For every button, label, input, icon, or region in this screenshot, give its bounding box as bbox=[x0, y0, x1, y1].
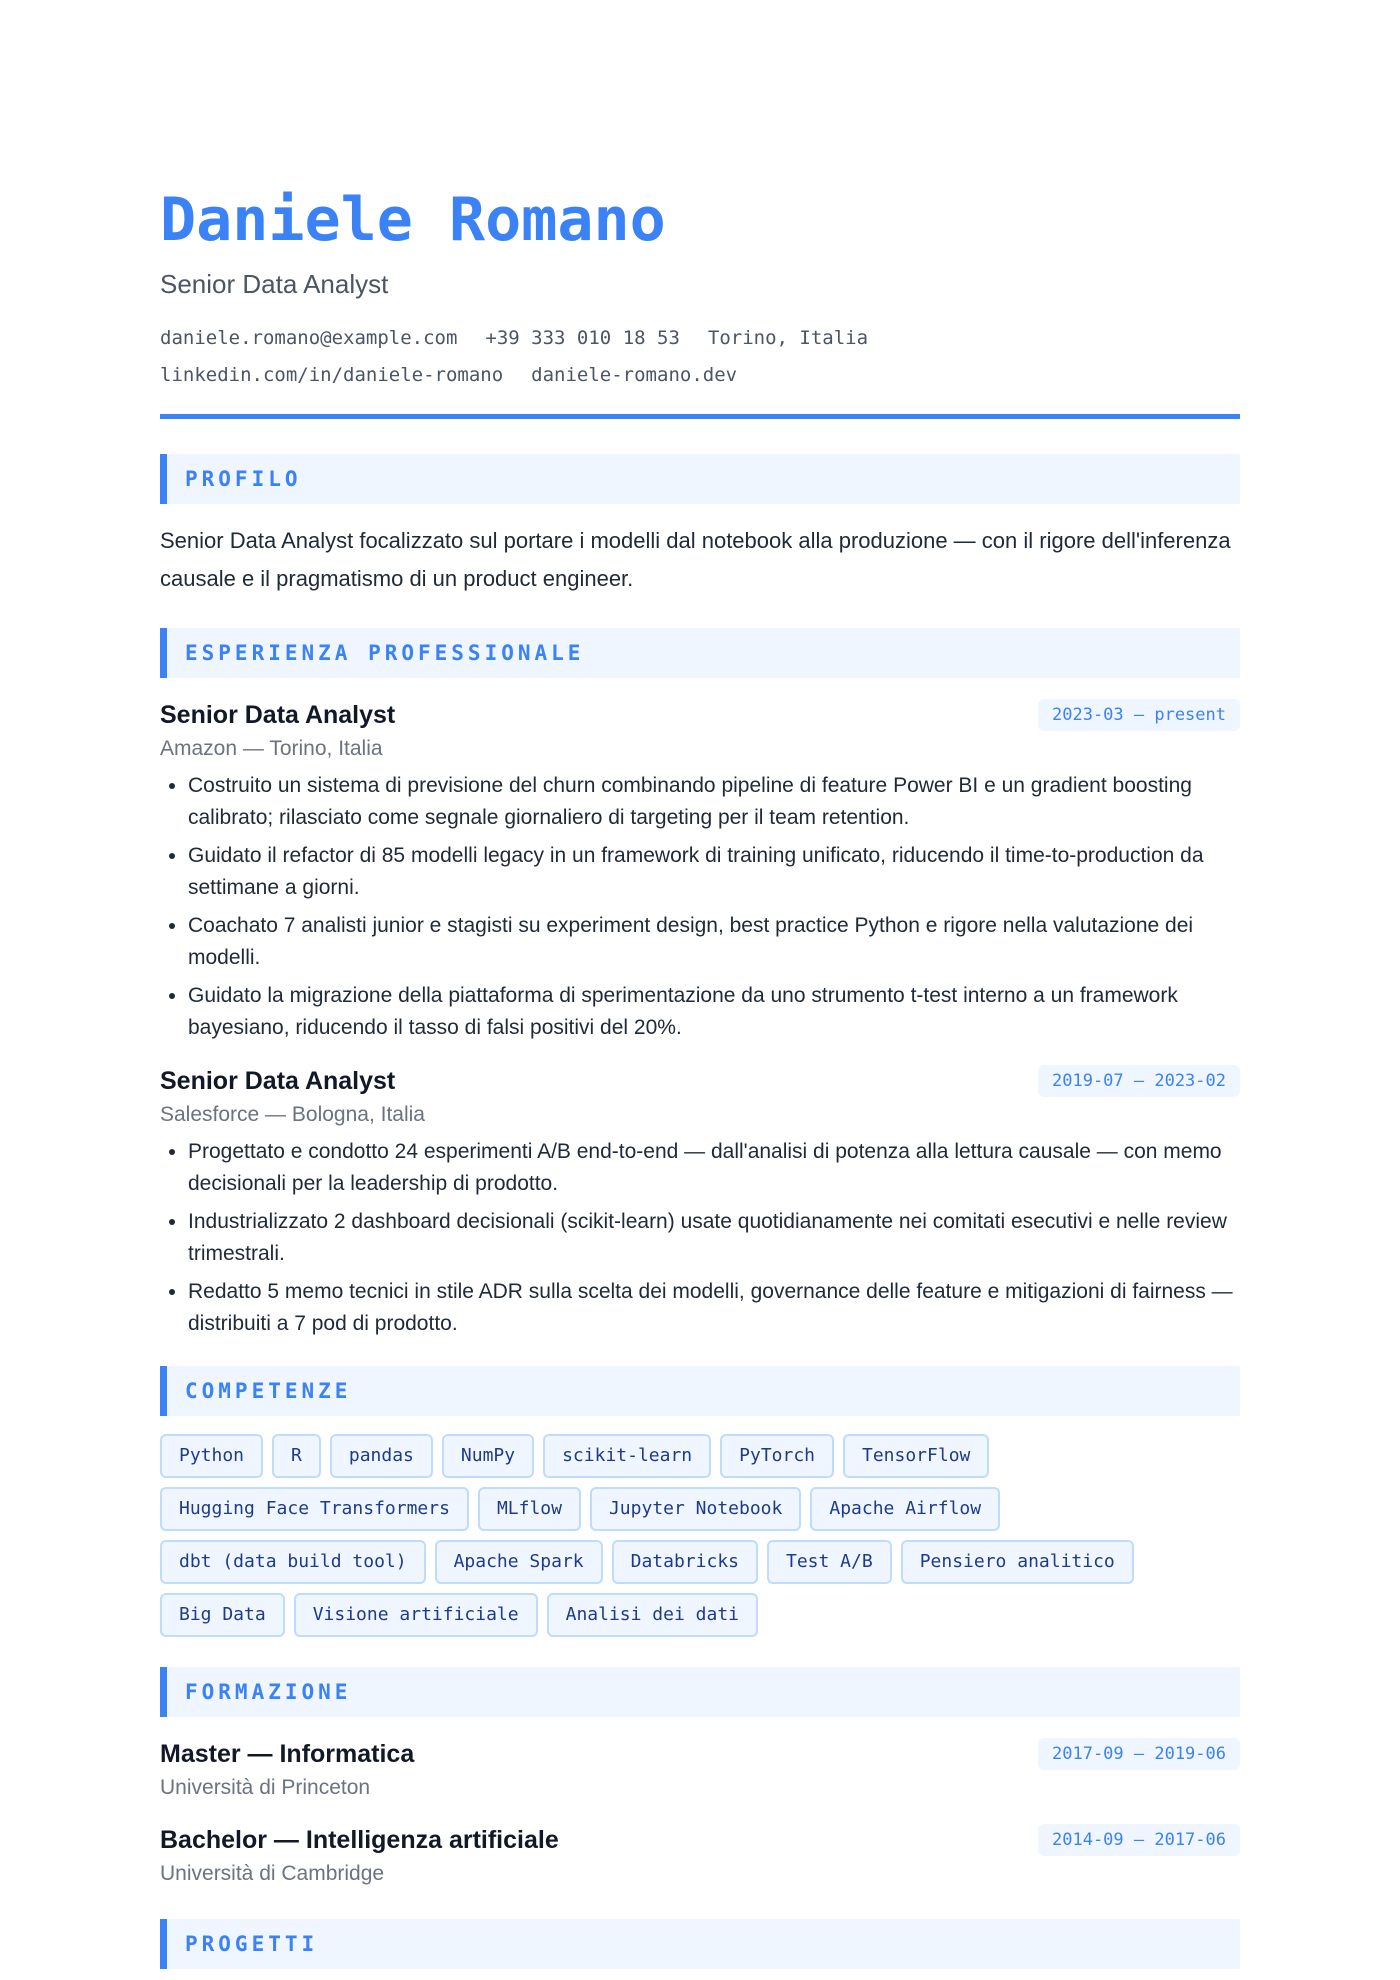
skill-tag: Pensiero analitico bbox=[901, 1540, 1134, 1584]
bullet-item: • Industrializzato 2 dashboard decisionali (scikit-learn) usate quotidianamente nei comitati esecutivi e nelle review trimestrali. bbox=[188, 1206, 1240, 1270]
job-company: Amazon — Torino, Italia bbox=[160, 737, 383, 760]
section-heading-profile: PROFILO bbox=[160, 454, 1240, 504]
profile-summary: Senior Data Analyst focalizzato sul portare i modelli dal notebook alla produzione — con il rigore dell'inferenza causale e il pragmatismo di un product engineer. bbox=[160, 528, 1231, 591]
experience-entry bbox=[160, 698, 1240, 1044]
job-title: Senior Data Analyst bbox=[160, 701, 396, 729]
bullet-item: • Costruito un sistema di previsione del churn combinando pipeline di feature Power BI e un gradient boosting calibrato; rilasciato come segnale giornaliero di targeting per il team retention. bbox=[188, 770, 1240, 834]
bullet-item: • Guidato il refactor di 85 modelli legacy in un framework di training unificato, riducendo il time-to-production da settimane a giorni. bbox=[188, 840, 1240, 904]
job-company: Salesforce — Bologna, Italia bbox=[160, 1103, 425, 1126]
skill-tag: Visione artificiale bbox=[294, 1593, 538, 1637]
contact-email[interactable]: daniele.romano@example.com bbox=[160, 327, 458, 349]
resume-content bbox=[160, 184, 1240, 1969]
skill-tag: Python bbox=[160, 1434, 263, 1478]
skill-tag: Test A/B bbox=[767, 1540, 892, 1584]
skill-tag: TensorFlow bbox=[843, 1434, 989, 1478]
contact-block bbox=[160, 320, 1240, 394]
job-title: Senior Data Analyst bbox=[160, 1067, 396, 1095]
contact-linkedin[interactable]: linkedin.com/in/daniele-romano bbox=[160, 364, 504, 386]
section-heading-skills: COMPETENZE bbox=[160, 1366, 1240, 1416]
contact-location: Torino, Italia bbox=[707, 327, 869, 349]
contact-phone[interactable]: +39 333 010 18 53 bbox=[485, 327, 680, 349]
header-divider bbox=[160, 414, 1240, 419]
skill-tag: pandas bbox=[330, 1434, 433, 1478]
skill-tag: Hugging Face Transformers bbox=[160, 1487, 469, 1531]
education-degree: Master — Informatica bbox=[160, 1740, 415, 1768]
education-entry bbox=[160, 1823, 1240, 1889]
skill-tag: R bbox=[272, 1434, 321, 1478]
education-school: Università di Cambridge bbox=[160, 1862, 385, 1885]
education-header bbox=[160, 1737, 1240, 1771]
section-heading-education: FORMAZIONE bbox=[160, 1667, 1240, 1717]
job-header bbox=[160, 1064, 1240, 1098]
skill-tag: Apache Airflow bbox=[810, 1487, 1000, 1531]
contact-website[interactable]: daniele-romano.dev bbox=[531, 364, 738, 386]
job-bullets bbox=[160, 770, 1240, 1044]
education-entry bbox=[160, 1737, 1240, 1803]
section-heading-projects: PROGETTI bbox=[160, 1919, 1240, 1969]
experience-entry bbox=[160, 1064, 1240, 1340]
date-badge: 2014-09 – 2017-06 bbox=[1038, 1824, 1240, 1856]
skill-tag: MLflow bbox=[478, 1487, 581, 1531]
skill-tag: scikit-learn bbox=[543, 1434, 711, 1478]
skill-tag: PyTorch bbox=[720, 1434, 834, 1478]
date-badge: 2019-07 – 2023-02 bbox=[1038, 1065, 1240, 1097]
contact-row-1 bbox=[160, 320, 1240, 357]
skill-tag: Analisi dei dati bbox=[547, 1593, 758, 1637]
bullet-item: • Guidato la migrazione della piattaforma di sperimentazione da uno strumento t-test interno a un framework bayesiano, riducendo il tasso di falsi positivi del 20%. bbox=[188, 980, 1240, 1044]
contact-row-2 bbox=[160, 357, 1240, 394]
skill-tag: NumPy bbox=[442, 1434, 534, 1478]
education-degree: Bachelor — Intelligenza artificiale bbox=[160, 1826, 559, 1854]
job-header bbox=[160, 698, 1240, 732]
job-bullets bbox=[160, 1136, 1240, 1340]
education-school: Università di Princeton bbox=[160, 1776, 371, 1799]
skills-list bbox=[160, 1434, 1240, 1637]
skill-tag: Jupyter Notebook bbox=[590, 1487, 801, 1531]
skill-tag: dbt (data build tool) bbox=[160, 1540, 426, 1584]
date-badge: 2017-09 – 2019-06 bbox=[1038, 1738, 1240, 1770]
date-badge: 2023-03 – present bbox=[1038, 699, 1240, 731]
skill-tag: Databricks bbox=[612, 1540, 758, 1584]
education-header bbox=[160, 1823, 1240, 1857]
skill-tag: Apache Spark bbox=[435, 1540, 603, 1584]
skill-tag: Big Data bbox=[160, 1593, 285, 1637]
candidate-headline: Senior Data Analyst bbox=[160, 269, 389, 299]
candidate-name: Daniele Romano bbox=[160, 185, 666, 255]
bullet-item: • Coachato 7 analisti junior e stagisti su experiment design, best practice Python e rigore nella valutazione dei modelli. bbox=[188, 910, 1240, 974]
bullet-item: • Progettato e condotto 24 esperimenti A/B end-to-end — dall'analisi di potenza alla lettura causale — con memo decisionali per la leadership di prodotto. bbox=[188, 1136, 1240, 1200]
bullet-item: • Redatto 5 memo tecnici in stile ADR sulla scelta dei modelli, governance delle feature e mitigazioni di fairness — distribuiti a 7 pod di prodotto. bbox=[188, 1276, 1240, 1340]
section-heading-experience: ESPERIENZA PROFESSIONALE bbox=[160, 628, 1240, 678]
